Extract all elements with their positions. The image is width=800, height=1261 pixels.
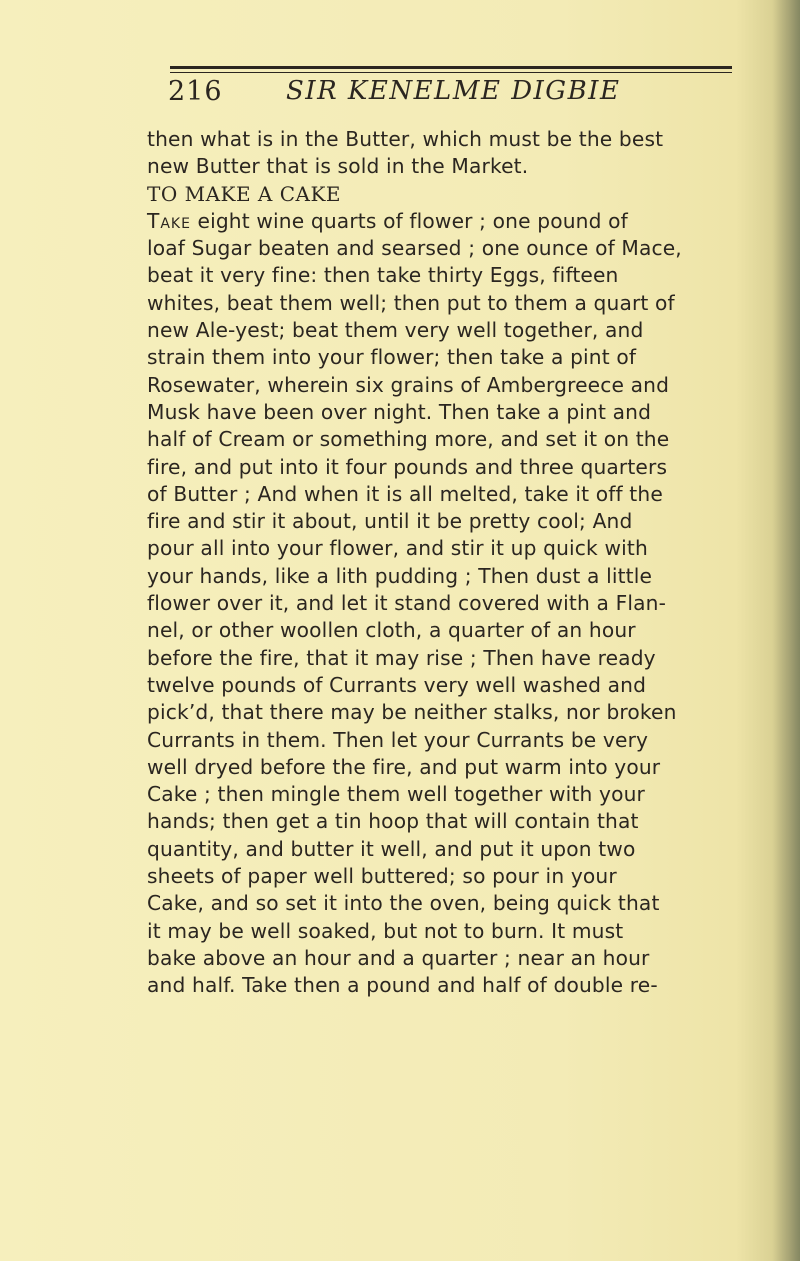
page-header <box>168 76 734 122</box>
page-number: 216 <box>168 76 223 107</box>
text-line: flower over it, and let it stand covered with a Flan- <box>147 591 667 616</box>
recipe-title: TO MAKE A CAKE <box>147 181 342 206</box>
text-line: and half. Take then a pound and half of double re- <box>147 973 658 998</box>
text-line: beat it very fine: then take thirty Eggs, fifteen <box>147 263 619 288</box>
text-line: bake above an hour and a quarter ; near an hour <box>147 945 650 970</box>
text-line: half of Cream or something more, and set it on the <box>147 427 670 452</box>
text-line: your hands, like a lith pudding ; Then dust a little <box>147 563 653 588</box>
text-line: it may be well soaked, but not to burn. It must <box>147 918 624 943</box>
body-text <box>147 126 743 1000</box>
text-line: Currants in them. Then let your Currants be very <box>147 727 649 752</box>
text-line: pick’d, that there may be neither stalks, nor broken <box>147 700 677 725</box>
text-line: strain them into your flower; then take a pint of <box>147 345 637 370</box>
text-line: quantity, and butter it well, and put it upon two <box>147 836 636 861</box>
recipe-lead-word: Take <box>147 208 191 233</box>
text-line: new Butter that is sold in the Market. <box>147 154 529 179</box>
text-line: pour all into your flower, and stir it up quick with <box>147 536 648 561</box>
page-edge-shadow <box>772 0 800 1261</box>
top-rule-thick <box>170 66 732 69</box>
text-line: before the fire, that it may rise ; Then have ready <box>147 645 656 670</box>
text-line: fire, and put into it four pounds and three quarters <box>147 454 668 479</box>
text-line: then what is in the Butter, which must be the best <box>147 127 664 151</box>
text-line: fire and stir it about, until it be pretty cool; And <box>147 509 633 534</box>
text-line: hands; then get a tin hoop that will contain that <box>147 809 639 834</box>
text-line: Rosewater, wherein six grains of Ambergreece and <box>147 372 670 397</box>
top-rule-thin <box>170 72 732 73</box>
text-line <box>147 208 743 235</box>
text-line: well dryed before the fire, and put warm into your <box>147 754 661 779</box>
text-line: Cake, and so set it into the oven, being quick that <box>147 891 660 916</box>
text-line: twelve pounds of Currants very well washed and <box>147 672 647 697</box>
text-line: sheets of paper well buttered; so pour in your <box>147 864 617 889</box>
text-line: Musk have been over night. Then take a pint and <box>147 399 652 424</box>
text-line: loaf Sugar beaten and searsed ; one ounce of Mace, <box>147 236 682 261</box>
text-line: new Ale-yest; beat them very well together, and <box>147 318 644 343</box>
text-line-rest: eight wine quarts of flower ; one pound of <box>197 208 628 233</box>
text-line: Cake ; then mingle them well together with your <box>147 782 645 807</box>
text-line: nel, or other woollen cloth, a quarter of an hour <box>147 618 636 643</box>
text-line: of Butter ; And when it is all melted, take it off the <box>147 481 663 506</box>
running-head: SIR KENELME DIGBIE <box>286 76 621 106</box>
text-line: whites, beat them well; then put to them a quart of <box>147 290 675 315</box>
